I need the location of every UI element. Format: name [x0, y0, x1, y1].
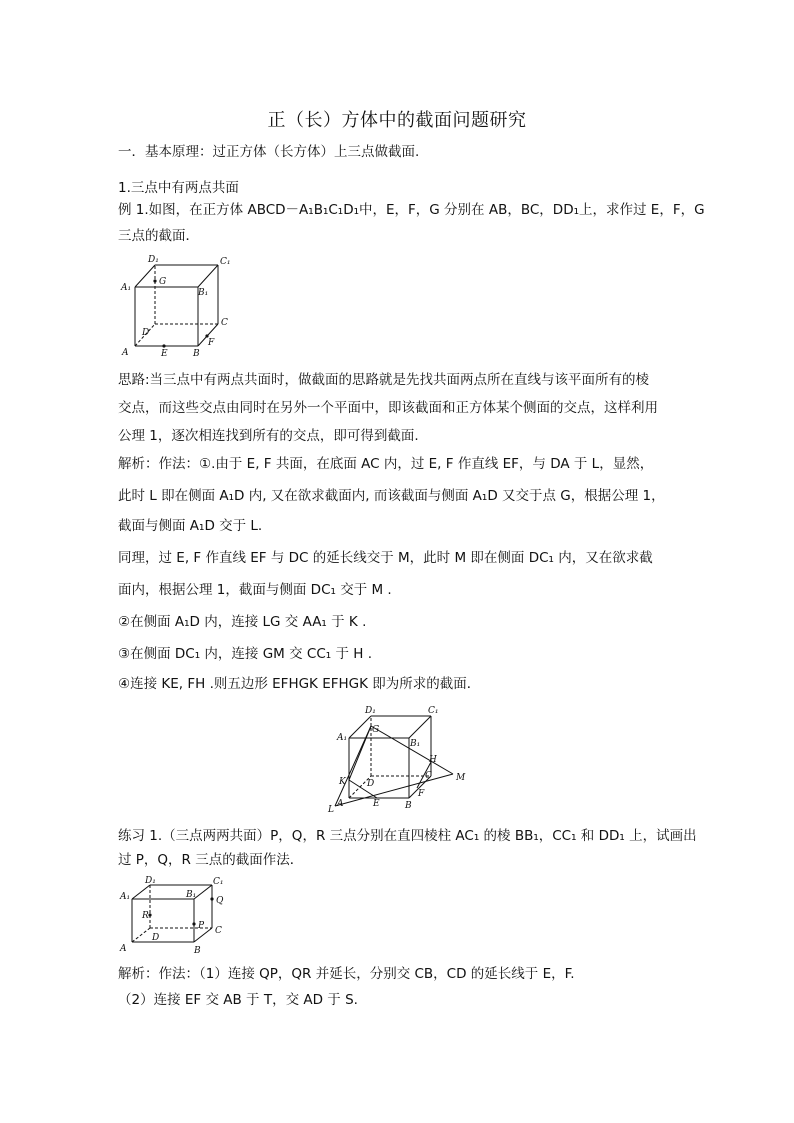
label-A: A — [120, 944, 127, 954]
solution-step-2: ②在侧面 A₁D 内，连接 LG 交 AA₁ 于 K . — [118, 614, 367, 630]
label-B: B — [405, 801, 412, 811]
answer-text: （2）连接 EF 交 AB 于 T，交 AD 于 S. — [118, 992, 358, 1008]
label-H: H — [429, 755, 437, 765]
label-D1: D₁ — [148, 255, 159, 265]
label-D: D — [142, 328, 150, 338]
practice-text: 练习 1.（三点两两共面）P，Q，R 三点分别在直四棱柱 AC₁ 的棱 BB₁，CC₁ 和 DD₁ 上，试画出 — [118, 828, 697, 844]
solution-text: 解析：作法：①.由于 E, F 共面，在底面 AC 内，过 E, F 作直线 EF，与 DA 于 L，显然， — [118, 456, 654, 472]
example-1-text: 三点的截面． — [118, 228, 199, 244]
page-title: 正（长）方体中的截面问题研究 — [267, 110, 527, 131]
label-B1: B₁ — [410, 739, 421, 749]
label-A: A — [337, 799, 344, 809]
label-E: E — [373, 799, 380, 809]
section-heading: 一．基本原理：过正方体（长方体）上三点做截面. — [118, 144, 420, 160]
label-D: D — [152, 933, 160, 943]
subsection-heading: 1.三点中有两点共面 — [118, 180, 239, 196]
idea-text: 公理 1，逐次相连找到所有的交点，即可得到截面. — [118, 428, 419, 444]
label-R: R — [142, 911, 149, 921]
idea-text: 思路:当三点中有两点共面时，做截面的思路就是先找共面两点所在直线与该平面所有的棱 — [118, 372, 650, 388]
prism-figure-3 — [120, 876, 238, 958]
solution-text: 截面与侧面 A₁D 交于 L. — [118, 518, 263, 534]
label-D1: D₁ — [145, 876, 156, 886]
label-P: P — [198, 921, 205, 931]
cube-figure-1 — [120, 254, 240, 360]
label-F: F — [418, 789, 425, 799]
label-A1: A₁ — [120, 892, 131, 902]
label-B: B — [194, 946, 201, 956]
label-K: K — [339, 777, 346, 787]
solution-step-4: ④连接 KE, FH .则五边形 EFHGK EFHGK 即为所求的截面． — [118, 676, 481, 692]
label-G: G — [159, 277, 167, 287]
label-C1: C₁ — [213, 877, 224, 887]
practice-text: 过 P，Q，R 三点的截面作法． — [118, 852, 304, 868]
answer-text: 解析：作法：（1）连接 QP，QR 并延长，分别交 CB，CD 的延长线于 E，F. — [118, 966, 575, 982]
label-C: C — [425, 771, 432, 781]
label-D: D — [367, 779, 375, 789]
example-1-text: 例 1.如图，在正方体 ABCD－A₁B₁C₁D₁中，E，F，G 分别在 AB，BC，DD₁上，求作过 E，F，G — [118, 202, 705, 218]
solution-text: 此时 L 即在侧面 A₁D 内, 又在欲求截面内, 而该截面与侧面 A₁D 又交于点 G，根据公理 1， — [118, 488, 665, 504]
cube-figure-2 — [325, 702, 475, 814]
label-A1: A₁ — [121, 283, 132, 293]
label-L: L — [328, 805, 334, 815]
idea-text: 交点，而这些交点由同时在另外一个平面中，即该截面和正方体某个侧面的交点，这样利用 — [118, 400, 658, 416]
label-A1: A₁ — [337, 733, 348, 743]
label-B1: B₁ — [198, 288, 209, 298]
label-G: G — [372, 725, 380, 735]
label-M: M — [456, 773, 466, 783]
label-C: C — [215, 926, 222, 936]
label-E: E — [161, 349, 168, 359]
label-D1: D₁ — [365, 706, 376, 716]
label-A: A — [122, 348, 129, 358]
label-B1: B₁ — [186, 890, 197, 900]
label-C1: C₁ — [220, 257, 231, 267]
label-B: B — [193, 349, 200, 359]
solution-text: 面内，根据公理 1，截面与侧面 DC₁ 交于 M . — [118, 582, 392, 598]
label-Q: Q — [216, 896, 224, 906]
label-F: F — [208, 338, 215, 348]
solution-text: 同理，过 E, F 作直线 EF 与 DC 的延长线交于 M，此时 M 即在侧面 DC₁ 内，又在欲求截 — [118, 550, 653, 566]
solution-step-3: ③在侧面 DC₁ 内，连接 GM 交 CC₁ 于 H . — [118, 646, 372, 662]
label-C1: C₁ — [428, 706, 439, 716]
label-C: C — [221, 318, 228, 328]
